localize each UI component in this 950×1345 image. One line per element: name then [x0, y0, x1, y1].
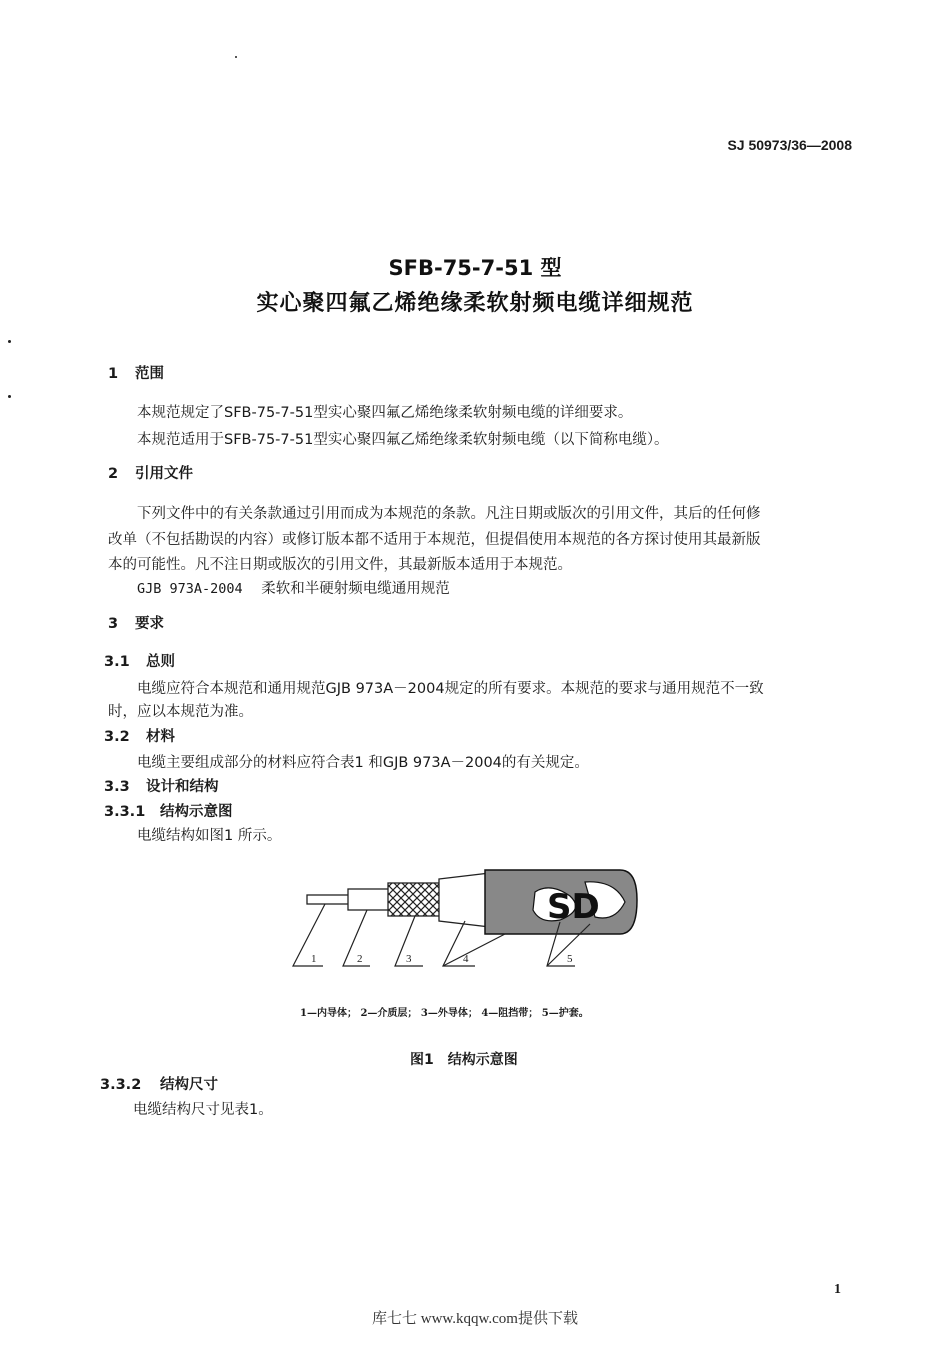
page-title-line1: SFB-75-7-51 型 — [388, 256, 562, 280]
section-3-3-2-heading — [100, 1073, 218, 1094]
scan-speck — [8, 395, 11, 398]
section-number: 3.3.2 — [100, 1077, 142, 1093]
cable-structure-figure — [285, 862, 655, 974]
section-title: 范围 — [135, 366, 164, 382]
callout-label-1: 1 — [311, 953, 317, 965]
section-number: 3.3 — [104, 779, 130, 795]
section-2-para-line1: 下列文件中的有关条款通过引用而成为本规范的条款。凡注日期或版次的引用文件，其后的任何修 — [137, 506, 761, 522]
standard-number: SJ 50973/36—2008 — [727, 137, 852, 153]
dielectric-layer — [348, 889, 393, 910]
section-2-para-line3: 本的可能性。凡不注日期或版次的引用文件，其最新版本适用于本规范。 — [108, 557, 572, 573]
scan-speck — [235, 56, 237, 58]
section-title: 材料 — [146, 729, 175, 745]
section-3-1-para-line2: 时，应以本规范为准。 — [108, 704, 253, 720]
reference-entry — [137, 577, 450, 598]
reference-title: 柔软和半硬射频电缆通用规范 — [261, 581, 450, 597]
footer-download-note: 库七七 www.kqqw.com提供下载 — [372, 1311, 578, 1327]
page-number: 1 — [834, 1282, 841, 1297]
barrier-tape — [439, 873, 490, 927]
section-1-para-2: 本规范适用于SFB-75-7-51型实心聚四氟乙烯绝缘柔软射频电缆（以下简称电缆）。 — [137, 432, 669, 448]
section-title: 要求 — [135, 616, 164, 632]
section-title: 引用文件 — [135, 466, 193, 482]
figure-legend: 1—内导体； 2—介质层； 3—外导体； 4—阻挡带； 5—护套。 — [300, 1008, 589, 1019]
section-3-1-para-line1: 电缆应符合本规范和通用规范GJB 973A－2004规定的所有要求。本规范的要求与通用规范不一致 — [137, 681, 764, 697]
figure-caption: 图1 结构示意图 — [410, 1052, 518, 1068]
callout-label-5: 5 — [567, 953, 573, 965]
section-number: 3 — [108, 616, 119, 632]
section-title: 结构示意图 — [160, 804, 233, 820]
section-title: 设计和结构 — [146, 779, 219, 795]
section-title: 结构尺寸 — [160, 1077, 218, 1093]
scan-speck — [8, 340, 11, 343]
inner-conductor — [307, 895, 352, 904]
section-3-3-1-heading — [104, 800, 233, 821]
outer-conductor-braid — [388, 883, 443, 916]
section-1-para-1: 本规范规定了SFB-75-7-51型实心聚四氟乙烯绝缘柔软射频电缆的详细要求。 — [137, 405, 633, 421]
section-number: 2 — [108, 466, 119, 482]
section-3-3-2-para: 电缆结构尺寸见表1。 — [133, 1102, 273, 1118]
jacket-glyph: SD — [547, 887, 600, 927]
section-number: 3.1 — [104, 654, 130, 670]
section-number: 3.3.1 — [104, 804, 146, 820]
callout-label-4: 4 — [463, 953, 469, 965]
section-number: 1 — [108, 366, 119, 382]
section-3-3-heading — [104, 775, 219, 796]
reference-code: GJB 973A-2004 — [137, 581, 243, 597]
callout-label-2: 2 — [357, 953, 363, 965]
section-3-3-1-para: 电缆结构如图1 所示。 — [137, 828, 282, 844]
section-1-heading — [108, 362, 164, 383]
section-3-2-para: 电缆主要组成部分的材料应符合表1 和GJB 973A－2004的有关规定。 — [137, 755, 589, 771]
section-3-heading — [108, 612, 164, 633]
callout-label-3: 3 — [406, 953, 412, 965]
section-title: 总则 — [146, 654, 175, 670]
section-3-1-heading — [104, 650, 175, 671]
section-2-heading — [108, 462, 193, 483]
section-2-para-line2: 改单（不包括勘误的内容）或修订版本都不适用于本规范，但提倡使用本规范的各方探讨使用其最新版 — [108, 532, 761, 548]
section-3-2-heading — [104, 725, 175, 746]
section-number: 3.2 — [104, 729, 130, 745]
page-title-line2: 实心聚四氟乙烯绝缘柔软射频电缆详细规范 — [256, 291, 694, 316]
